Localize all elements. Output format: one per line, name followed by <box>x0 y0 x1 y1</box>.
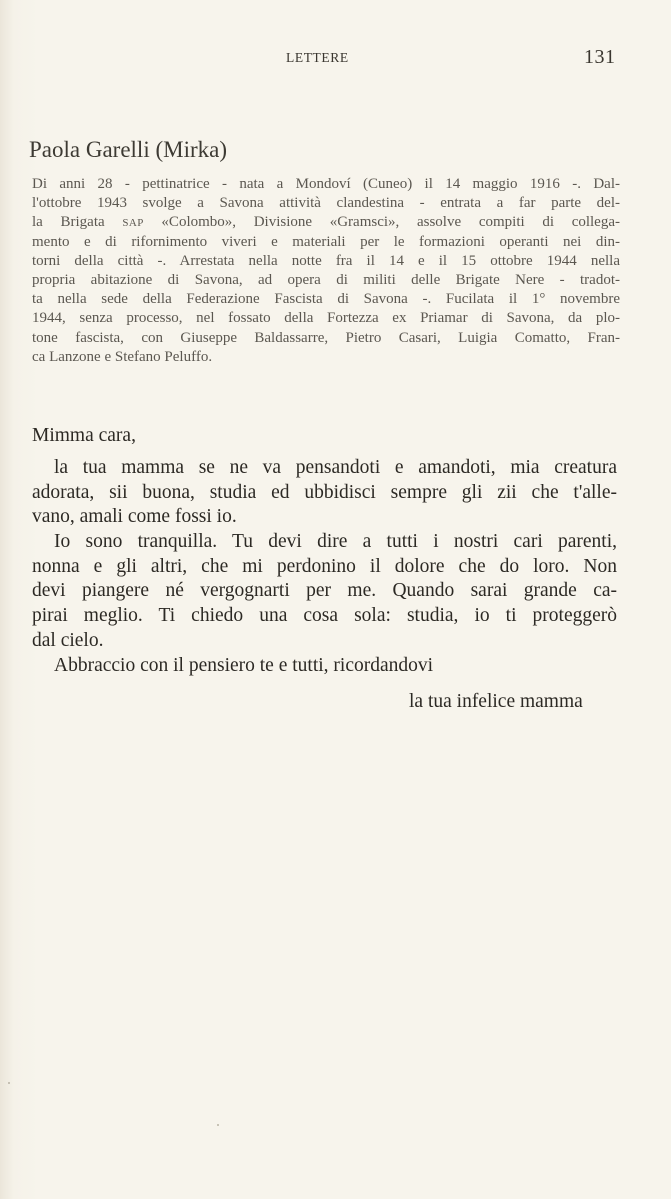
letter-body <box>32 456 617 678</box>
bio-line-start: la Brigata <box>32 214 123 231</box>
letter-line: Io sono tranquilla. Tu devi dire a tutti i nostri cari parenti, <box>54 531 617 553</box>
running-head <box>0 46 671 74</box>
bio-line: propria abitazione di Savona, ad opera di militi delle Brigate Nere - tradot- <box>32 271 620 288</box>
paper-speck <box>217 1124 219 1126</box>
bio-line: torni della città -. Arrestata nella notte fra il 14 e il 15 ottobre 1944 nella <box>32 252 620 269</box>
letter-signature: la tua infelice mamma <box>409 691 583 712</box>
letter-line: devi piangere né vergognarti per me. Quando sarai grande ca- <box>32 580 617 602</box>
bio-line-rest: «Colombo», Divisione «Gramsci», assolve compiti di collega- <box>143 214 620 231</box>
bio-line: tone fascista, con Giuseppe Baldassarre, Pietro Casari, Luigia Comatto, Fran- <box>32 329 620 346</box>
letter-line: Abbraccio con il pensiero te e tutti, ricordandovi <box>54 654 434 676</box>
letter-line: pirai meglio. Ti chiedo una cosa sola: studia, io ti proteggerò <box>32 605 617 627</box>
letter-salutation: Mimma cara, <box>32 425 136 446</box>
page-number: 131 <box>584 46 616 68</box>
bio-line: Di anni 28 - pettinatrice - nata a Mondoví (Cuneo) il 14 maggio 1916 -. Dal- <box>32 176 620 192</box>
bio-line: ta nella sede della Federazione Fascista di Savona -. Fucilata il 1° novembre <box>32 291 620 308</box>
letter-line: nonna e gli altri, che mi perdonino il dolore che do loro. Non <box>32 555 617 577</box>
bio-line: l'ottobre 1943 svolge a Savona attività clandestina - entrata a far parte del- <box>32 195 620 212</box>
biographical-note <box>32 175 620 367</box>
smallcaps-abbreviation: SAP <box>122 217 144 230</box>
running-title: LETTERE <box>286 50 349 65</box>
paper-speck <box>8 1082 10 1084</box>
bio-line: ca Lanzone e Stefano Peluffo. <box>32 348 213 365</box>
letter-line: vano, amali come fossi io. <box>32 506 237 528</box>
letter-line: adorata, sii buona, studia ed ubbidisci sempre gli zii che t'alle- <box>32 481 617 503</box>
bio-line <box>32 213 620 232</box>
letter-line: dal cielo. <box>32 629 104 651</box>
bio-line: 1944, senza processo, nel fossato della Fortezza ex Priamar di Savona, da plo- <box>32 310 620 327</box>
letter-line: la tua mamma se ne va pensandoti e amandoti, mia creatura <box>54 457 617 478</box>
bio-line: mento e di rifornimento viveri e materiali per le formazioni operanti nei din- <box>32 233 620 250</box>
person-name: Paola Garelli (Mirka) <box>29 137 227 162</box>
